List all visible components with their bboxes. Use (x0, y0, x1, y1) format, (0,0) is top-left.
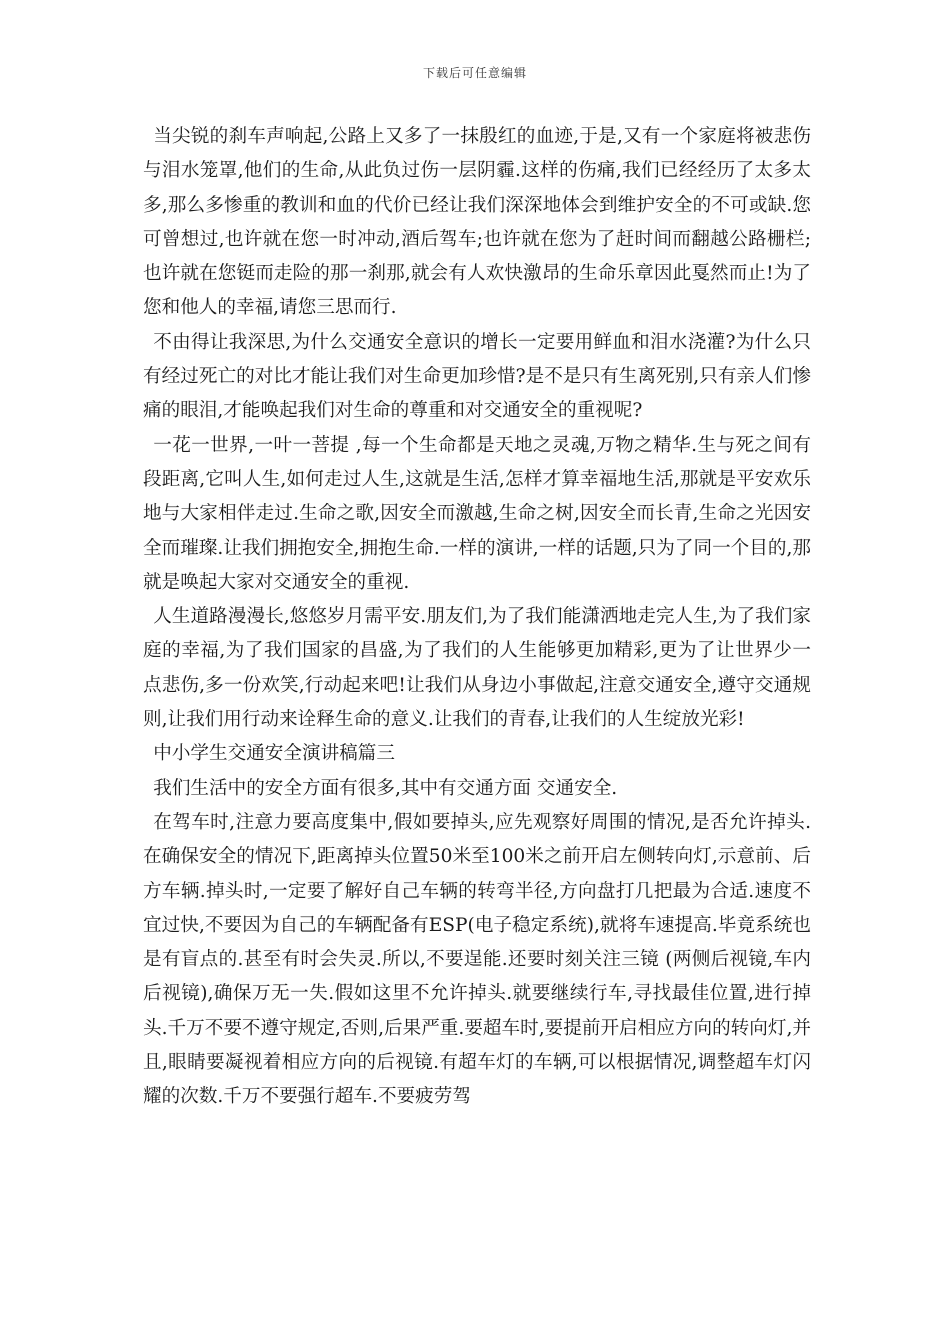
section-heading: 中小学生交通安全演讲稿篇三 (153, 743, 395, 765)
paragraph-1: 当尖锐的刹车声响起,公路上又多了一抹殷红的血迹,于是,又有一个家庭将被悲伤与泪水笼罩,他们的生命,从此负过伤一层阴霾.这样的伤痛,我们已经经历了太多太多,那么多惨重的教训和血的代价已经让我们深深地体会到维护安全的不可或缺.您可曾想过,也许就在您一时冲动,酒后驾车;也许就在您为了赶时间而翻越公路栅栏;也许就在您铤而走险的那一刹那,就会有人欢快激昂的生命乐章因此戛然而止!为了您和他人的幸福,请您三思而行. (143, 126, 811, 319)
paragraph-3: 一花一世界,一叶一菩提 ,每一个生命都是天地之灵魂,万物之精华.生与死之间有段距离,它叫人生,如何走过人生,这就是生活,怎样才算幸福地生活,那就是平安欢乐地与大家相伴走过.生命之歌,因安全而激越,生命之树,因安全而长青,生命之光因安全而璀璨.让我们拥抱安全,拥抱生命.一样的演讲,一样的话题,只为了同一个目的,那就是唤起大家对交通安全的重视. (143, 434, 811, 593)
page-header: 下载后可任意编辑 (422, 66, 527, 80)
paragraph-6: 在驾车时,注意力要高度集中,假如要掉头,应先观察好周围的情况,是否允许掉头.在确保安全的情况下,距离掉头位置50米至100米之前开启左侧转向灯,示意前、后方车辆.掉头时,一定要了解好自己车辆的转弯半径,方向盘打几把最为合适.速度不宜过快,不要因为自己的车辆配备有ESP(电子稳定系统),就将车速提高.毕竟系统也是有盲点的.甚至有时会失灵.所以,不要逞能.还要时刻关注三镜 (两侧后视镜,车内后视镜),确保万无一失.假如这里不允许掉头.就要继续行车,寻找最佳位置,进行掉头.千万不要不遵守规定,否则,后果严重.要超车时,要提前开启相应方向的转向灯,并且,眼睛要凝视着相应方向的后视镜.有超车灯的车辆,可以根据情况,调整超车灯闪耀的次数.千万不要强行超车.不要疲劳驾 (143, 811, 811, 1108)
paragraph-4: 人生道路漫漫长,悠悠岁月需平安.朋友们,为了我们能潇洒地走完人生,为了我们家庭的幸福,为了我们国家的昌盛,为了我们的人生能够更加精彩,更为了让世界少一点悲伤,多一份欢笑,行动起来吧!让我们从身边小事做起,注意交通安全,遵守交通规则,让我们用行动来诠释生命的意义.让我们的青春,让我们的人生绽放光彩! (143, 606, 811, 731)
document-body (143, 120, 811, 1115)
paragraph-2: 不由得让我深思,为什么交通安全意识的增长一定要用鲜血和泪水浇灌?为什么只有经过死亡的对比才能让我们对生命更加珍惜?是不是只有生离死别,只有亲人们惨痛的眼泪,才能唤起我们对生命的尊重和对交通安全的重视呢? (143, 331, 811, 422)
paragraph-5: 我们生活中的安全方面有很多,其中有交通方面 交通安全. (153, 777, 618, 799)
